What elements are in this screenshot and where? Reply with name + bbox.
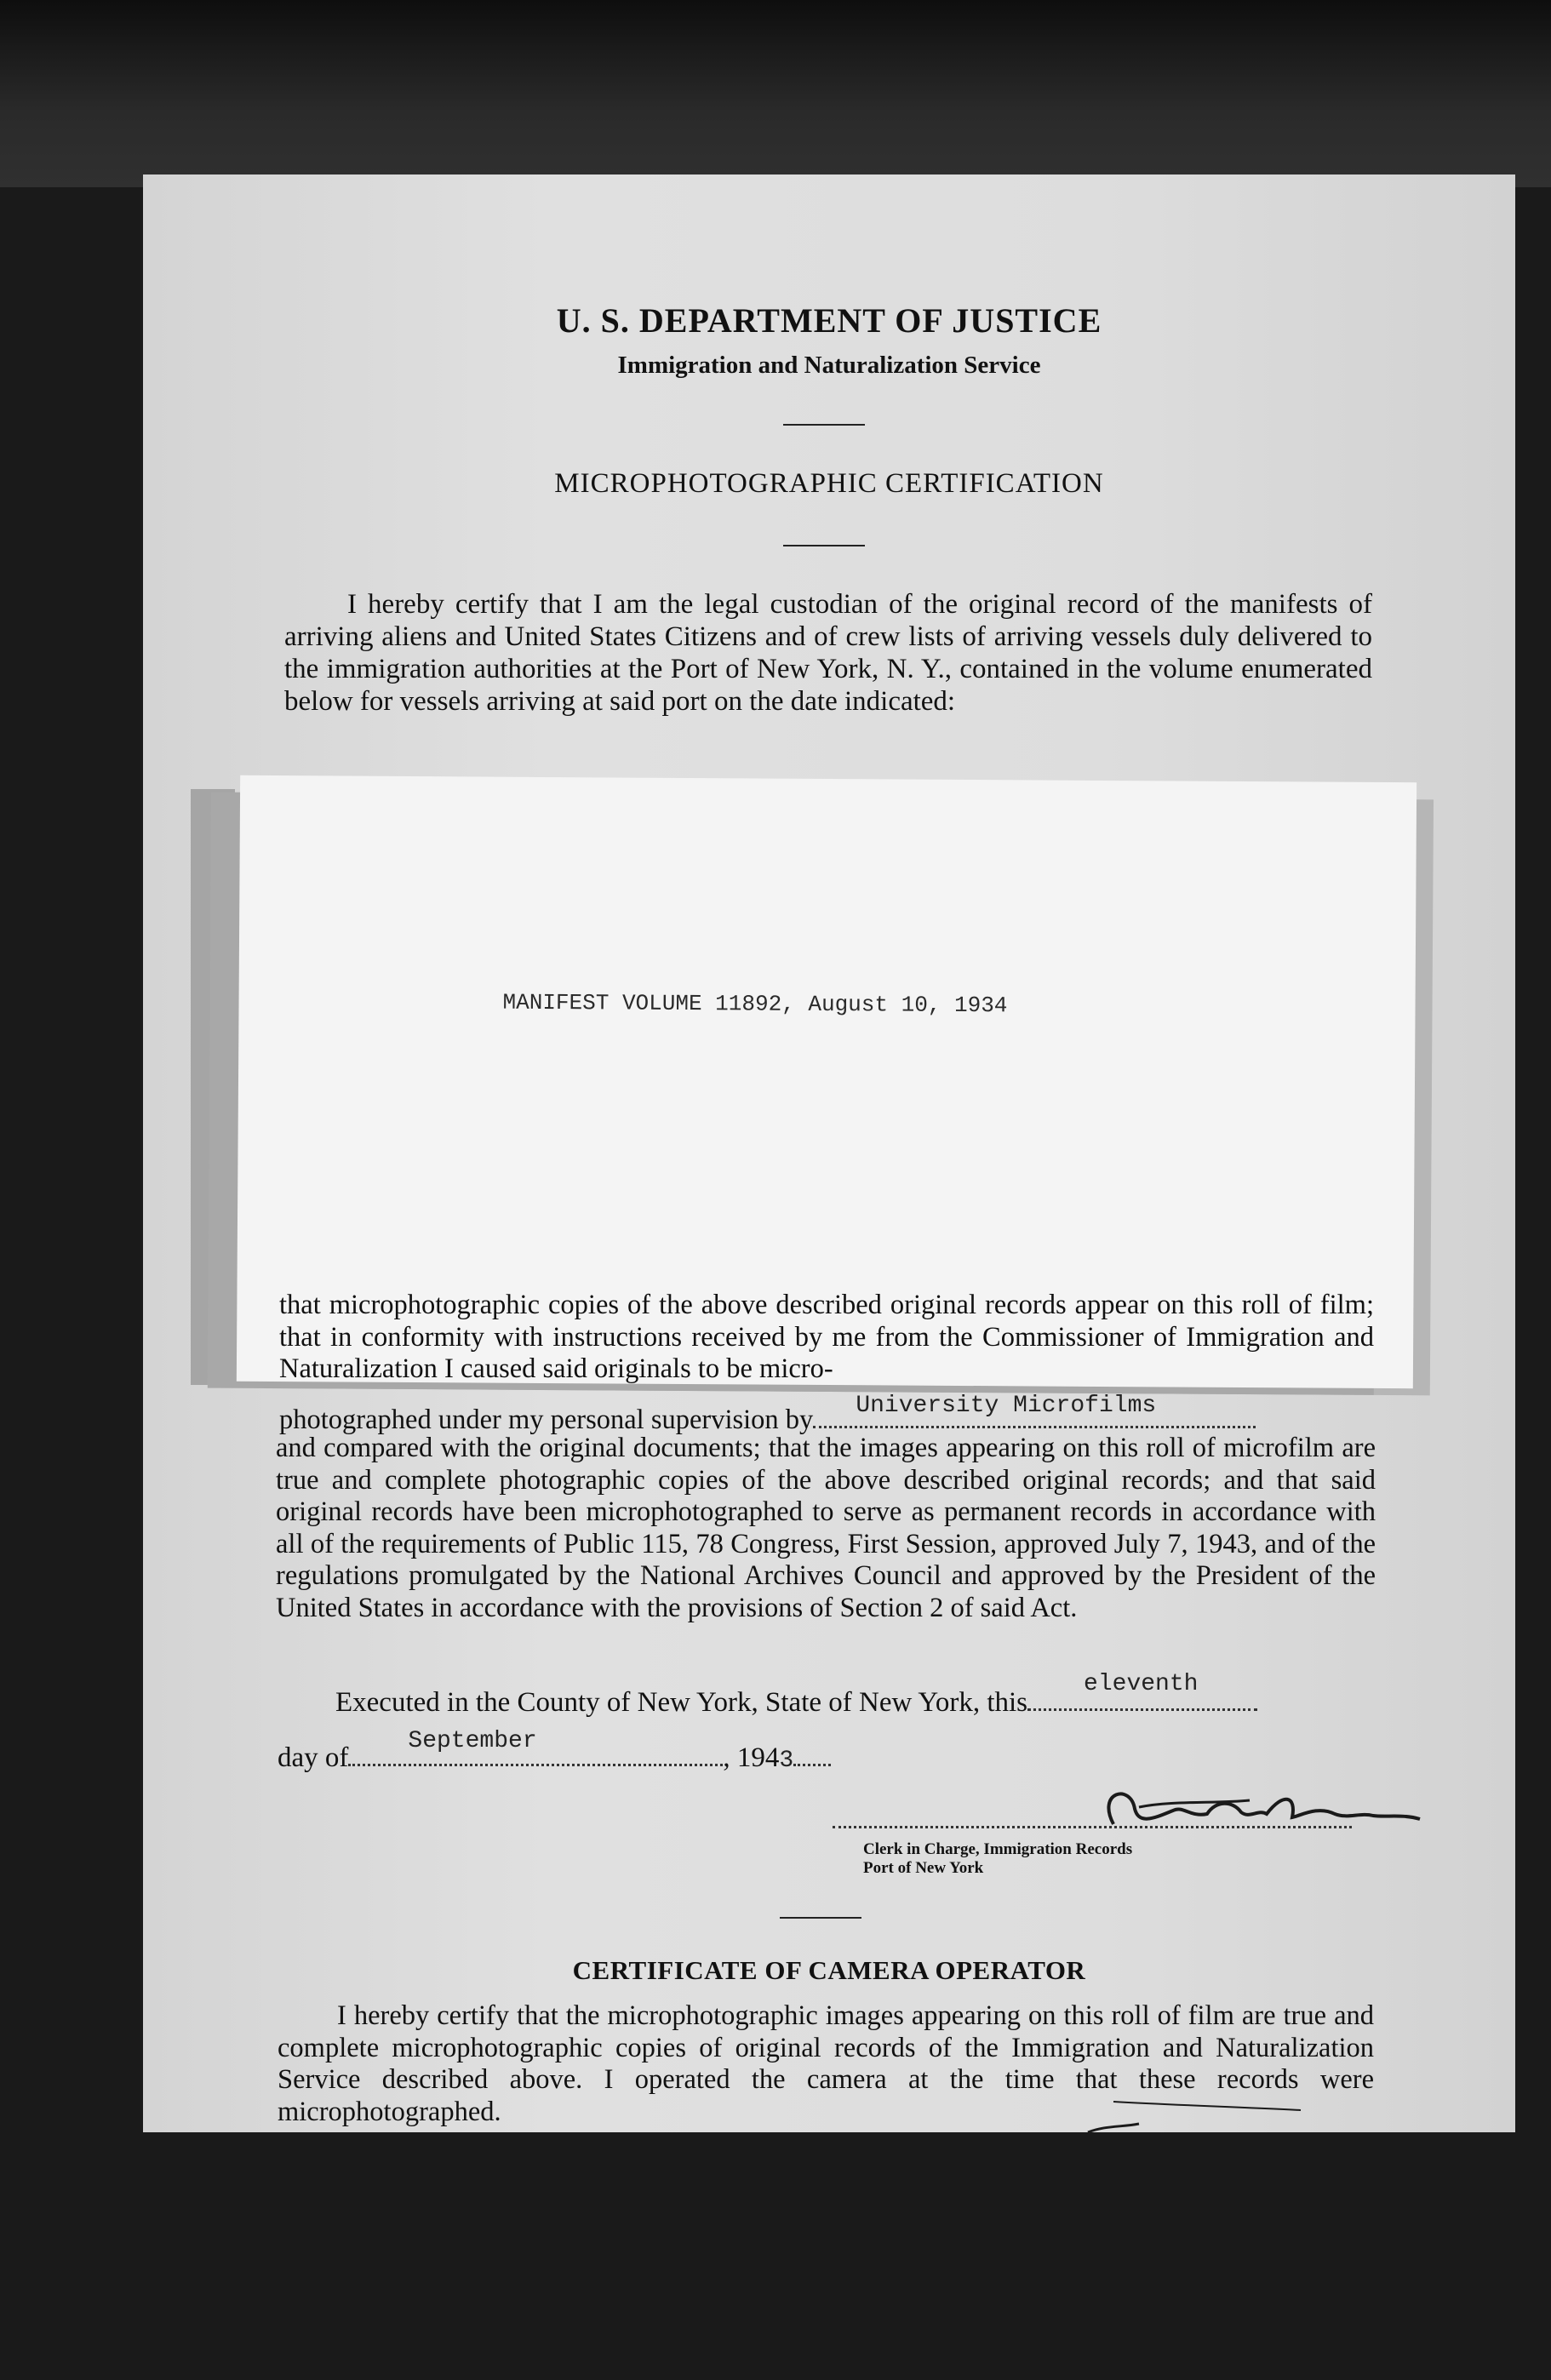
film-border-bottom [0,2132,1551,2380]
camera-paragraph: I hereby certify that the microphotographic images appearing on this roll of film are true and complete microphotographic copies of original records of the Immigration and Naturalization Service described above. I operated the camera at the time that these records were microphotographed. [278,2000,1374,2127]
supervision-prefix: photographed under my personal supervision by [279,1405,814,1435]
day-value: eleventh [1084,1671,1199,1697]
day-of-label: day of [278,1742,349,1773]
day-field [1027,1671,1257,1711]
supervisor-field [813,1393,1256,1428]
department-heading: U. S. DEPARTMENT OF JUSTICE [556,301,1102,340]
camera-heading: CERTIFICATE OF CAMERA OPERATOR [572,1955,1086,1985]
year-prefix: , 194 [723,1742,780,1773]
date-line [278,1728,831,1774]
clerk-title-line1: Clerk in Charge, Immigration Records [863,1840,1133,1858]
divider [780,1917,861,1919]
divider [783,545,865,546]
supervisor-value: University Microfilms [856,1393,1157,1419]
clerk-signature [960,1775,1488,1843]
year-dots [793,1742,831,1766]
executed-prefix: Executed in the County of New York, State of New York, this [335,1687,1028,1718]
divider [783,424,865,426]
month-field [348,1728,723,1766]
year-digit: 3 [779,1748,794,1774]
service-subheading: Immigration and Naturalization Service [617,352,1041,379]
volume-label: MANIFEST VOLUME 11892, August 10, 1934 [502,989,1008,1019]
supervision-line [279,1393,1374,1437]
film-border [0,0,1551,187]
card-shadow-left [191,789,235,1385]
month-value: September [408,1728,537,1754]
clerk-signature-line [833,1826,1352,1828]
executed-line [335,1671,1257,1719]
clerk-title-line2: Port of New York [863,1859,984,1877]
body-paragraph-start: that microphotographic copies of the above described original records appear on this roll of film; that in conformity with instructions received by me from the Commissioner of Immigration and Naturalization I caused said originals to be micro- [279,1290,1374,1384]
clerk-title [863,1840,1132,1878]
intro-paragraph: I hereby certify that I am the legal custodian of the original record of the manifests of arriving aliens and United States Citizens and of crew lists of arriving vessels duly delivered to the immigration authorities at the Port of New York, N. Y., contained in the volume enumerated below for vessels arriving at said port on the date indicated: [284,589,1372,717]
body-paragraph-rest: and compared with the original documents; that the images appearing on this roll of microfilm are true and complete photographic copies of the above described original records; and that said original records have been microphotographed to serve as permanent records in accordance with all of the requirements of Public 115, 78 Congress, First Session, approved July 7, 1943, and of the regulations promulgated by the National Archives Council and approved by the President of the United States in accordance with the provisions of Section 2 of said Act. [276,1433,1376,1623]
certification-title: MICROPHOTOGRAPHIC CERTIFICATION [554,468,1104,499]
certificate-page [143,174,1515,2132]
